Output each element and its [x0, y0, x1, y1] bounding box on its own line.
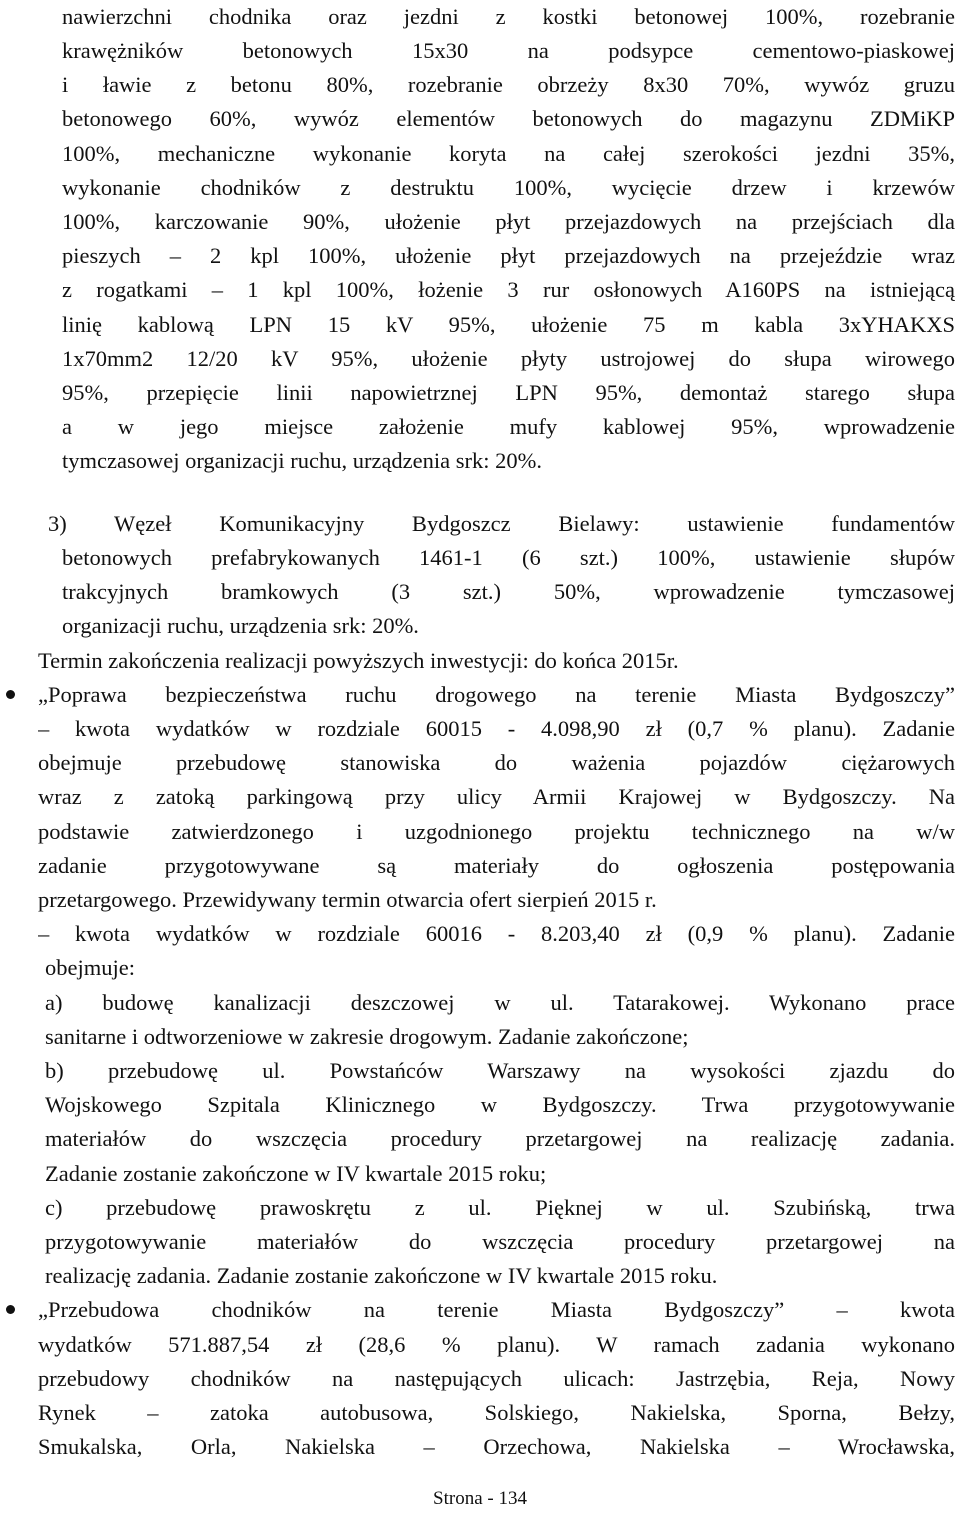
bullet-icon: [6, 690, 15, 699]
text-line: materiałów do wszczęcia procedury przetargowej na realizację zadania.: [45, 1126, 955, 1151]
text-line: „Poprawa bezpieczeństwa ruchu drogowego na terenie Miasta Bydgoszczy”: [38, 682, 955, 707]
text-line: – kwota wydatków w rozdziale 60015 - 4.098,90 zł (0,7 % planu). Zadanie: [38, 716, 955, 741]
text-line: podstawie zatwierdzonego i uzgodnionego projektu technicznego na w/w: [38, 819, 955, 844]
text-line: 95%, przepięcie linii napowietrznej LPN 95%, demontaż starego słupa: [62, 380, 955, 405]
text-line: pieszych – 2 kpl 100%, ułożenie płyt przejazdowych na przejeździe wraz: [62, 243, 955, 268]
text-line: Zadanie zostanie zakończone w IV kwartale 2015 roku;: [45, 1161, 547, 1186]
text-line: Wojskowego Szpitala Klinicznego w Bydgoszczy. Trwa przygotowywanie: [45, 1092, 955, 1117]
text-line: sanitarne i odtworzeniowe w zakresie drogowym. Zadanie zakończone;: [45, 1024, 689, 1049]
bullet-icon: [6, 1305, 15, 1314]
text-line: 100%, karczowanie 90%, ułożenie płyt przejazdowych na przejściach dla: [62, 209, 955, 234]
text-line: betonowych prefabrykowanych 1461-1 (6 szt.) 100%, ustawienie słupów: [62, 545, 955, 570]
text-line: trakcyjnych bramkowych (3 szt.) 50%, wprowadzenie tymczasowej: [62, 579, 955, 604]
text-line: z rogatkami – 1 kpl 100%, łożenie 3 rur osłonowych A160PS na istniejącą: [62, 277, 955, 302]
text-line: Smukalska, Orla, Nakielska – Orzechowa, Nakielska – Wrocławska,: [38, 1434, 955, 1459]
text-line: nawierzchni chodnika oraz jezdni z kostki betonowej 100%, rozebranie: [62, 4, 955, 29]
text-line: b) przebudowę ul. Powstańców Warszawy na wysokości zjazdu do: [45, 1058, 955, 1083]
text-line: wydatków 571.887,54 zł (28,6 % planu). W ramach zadania wykonano: [38, 1332, 955, 1357]
text-line: obejmuje przebudowę stanowiska do ważenia pojazdów ciężarowych: [38, 750, 955, 775]
text-line: betonowego 60%, wywóz elementów betonowych do magazynu ZDMiKP: [62, 106, 955, 131]
text-line: przetargowego. Przewidywany termin otwarcia ofert sierpień 2015 r.: [38, 887, 657, 912]
text-line: „Przebudowa chodników na terenie Miasta Bydgoszczy” – kwota: [38, 1297, 955, 1322]
text-line: – kwota wydatków w rozdziale 60016 - 8.203,40 zł (0,9 % planu). Zadanie: [38, 921, 955, 946]
text-line: linię kablową LPN 15 kV 95%, ułożenie 75 m kabla 3xYHAKXS: [62, 312, 955, 337]
page-number-footer: Strona - 134: [433, 1488, 527, 1509]
text-line: a w jego miejsce założenie mufy kablowej 95%, wprowadzenie: [62, 414, 955, 439]
completion-deadline: Termin zakończenia realizacji powyższych inwestycji: do końca 2015r.: [38, 648, 679, 673]
text-line: 3) Węzeł Komunikacyjny Bydgoszcz Bielawy: ustawienie fundamentów: [48, 511, 955, 536]
text-line: wraz z zatoką parkingową przy ulicy Armii Krajowej w Bydgoszczy. Na: [38, 784, 955, 809]
text-line: wykonanie chodników z destruktu 100%, wycięcie drzew i krzewów: [62, 175, 955, 200]
text-line: krawężników betonowych 15x30 na podsypce cementowo-piaskowej: [62, 38, 955, 63]
text-line: i ławie z betonu 80%, rozebranie obrzeży 8x30 70%, wywóz gruzu: [62, 72, 955, 97]
text-line: Rynek – zatoka autobusowa, Solskiego, Nakielska, Sporna, Bełzy,: [38, 1400, 955, 1425]
text-line: a) budowę kanalizacji deszczowej w ul. Tatarakowej. Wykonano prace: [45, 990, 955, 1015]
text-line: przygotowywanie materiałów do wszczęcia procedury przetargowej na: [45, 1229, 955, 1254]
text-line: tymczasowej organizacji ruchu, urządzenia srk: 20%.: [62, 448, 543, 473]
text-line: c) przebudowę prawoskrętu z ul. Pięknej w ul. Szubińską, trwa: [45, 1195, 955, 1220]
text-line: przebudowy chodników na następujących ulicach: Jastrzębia, Reja, Nowy: [38, 1366, 955, 1391]
text-line: obejmuje:: [45, 955, 135, 980]
text-line: 1x70mm2 12/20 kV 95%, ułożenie płyty ustrojowej do słupa wirowego: [62, 346, 955, 371]
text-line: 100%, mechaniczne wykonanie koryta na całej szerokości jezdni 35%,: [62, 141, 955, 166]
text-line: realizację zadania. Zadanie zostanie zakończone w IV kwartale 2015 roku.: [45, 1263, 718, 1288]
text-line: zadanie przygotowywane są materiały do ogłoszenia postępowania: [38, 853, 955, 878]
text-line: organizacji ruchu, urządzenia srk: 20%.: [62, 613, 419, 638]
